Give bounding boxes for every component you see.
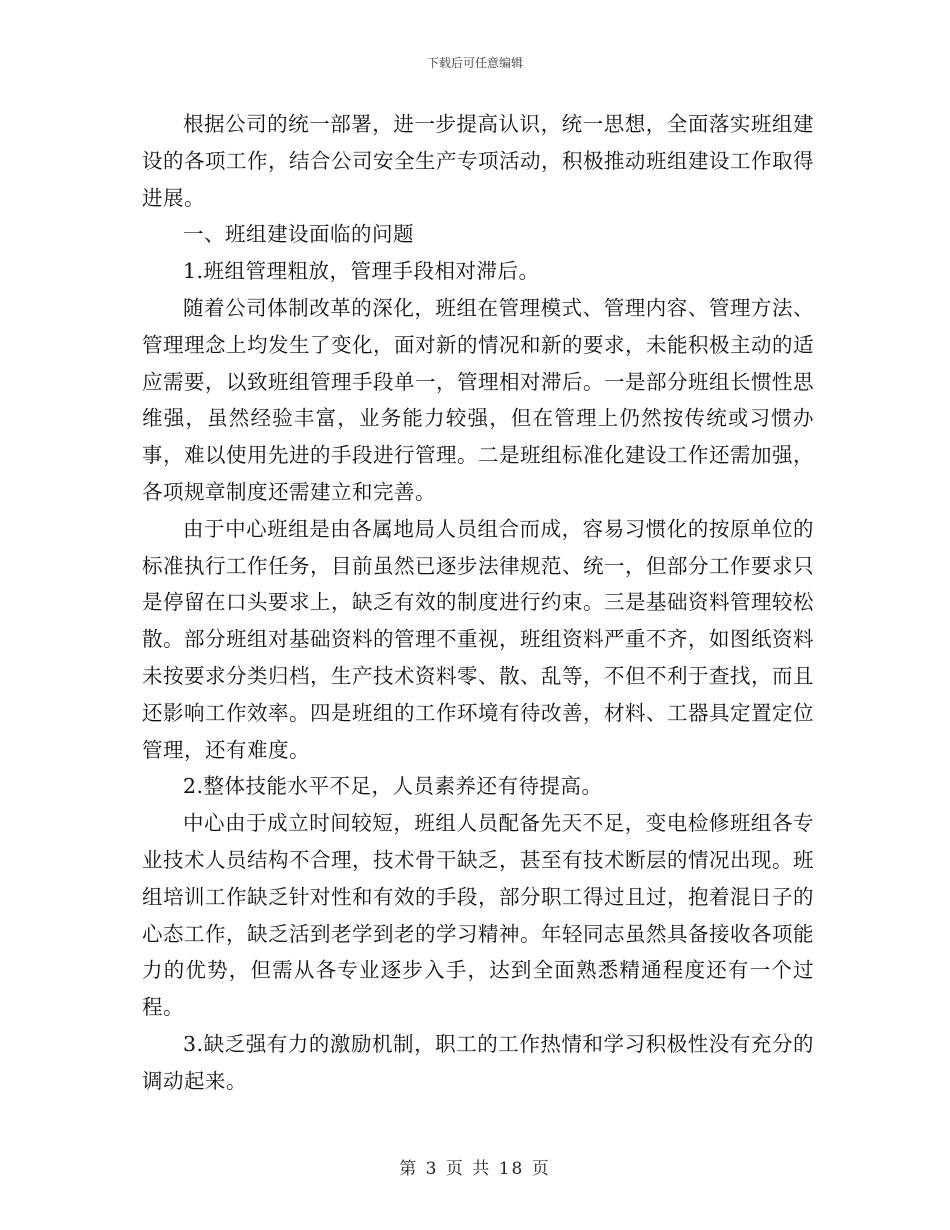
paragraph: 中心由于成立时间较短，班组人员配备先天不足，变电检修班组各专业技术人员结构不合理，技术骨干缺乏，甚至有技术断层的情况出现。班组培训工作缺乏针对性和有效的手段，部分职工得过且过，抱着混日子的心态工作，缺乏活到老学到老的学习精神。年轻同志虽然具备接收各项能力的优势，但需从各专业逐步入手，达到全面熟悉精通程度还有一个过程。 bbox=[142, 811, 814, 1020]
page-header-note: 下载后可任意编辑 bbox=[426, 56, 523, 70]
subheading-2: 2.整体技能水平不足，人员素养还有待提高。 bbox=[183, 774, 603, 799]
page-number-footer: 第 3 页 共 18 页 bbox=[399, 1159, 551, 1179]
paragraph: 由于中心班组是由各属地局人员组合而成，容易习惯化的按原单位的标准执行工作任务，目前虽然已逐步法律规范、统一，但部分工作要求只是停留在口头要求上，缺乏有效的制度进行约束。三是基础资料管理较松散。部分班组对基础资料的管理不重视，班组资料严重不齐，如图纸资料未按要求分类归档，生产技术资料零、散、乱等，不但不利于查找，而且还影响工作效率。四是班组的工作环境有待改善，材料、工器具定置定位管理，还有难度。 bbox=[142, 516, 814, 762]
document-body bbox=[142, 106, 814, 1100]
section-heading-problems: 一、班组建设面临的问题 bbox=[183, 222, 414, 247]
paragraph: 随着公司体制改革的深化，班组在管理模式、管理内容、管理方法、管理理念上均发生了变化，面对新的情况和新的要求，未能积极主动的适应需要，以致班组管理手段单一，管理相对滞后。一是部分班组长惯性思维强，虽然经验丰富，业务能力较强，但在管理上仍然按传统或习惯办事，难以使用先进的手段进行管理。二是班组标准化建设工作还需加强，各项规章制度还需建立和完善。 bbox=[142, 295, 814, 504]
subheading-1: 1.班组管理粗放，管理手段相对滞后。 bbox=[183, 259, 540, 284]
paragraph-intro: 根据公司的统一部署，进一步提高认识，统一思想，全面落实班组建设的各项工作，结合公司安全生产专项活动，积极推动班组建设工作取得进展。 bbox=[142, 112, 814, 210]
subheading-3: 3.缺乏强有力的激励机制，职工的工作热情和学习积极性没有充分的调动起来。 bbox=[142, 1031, 814, 1093]
